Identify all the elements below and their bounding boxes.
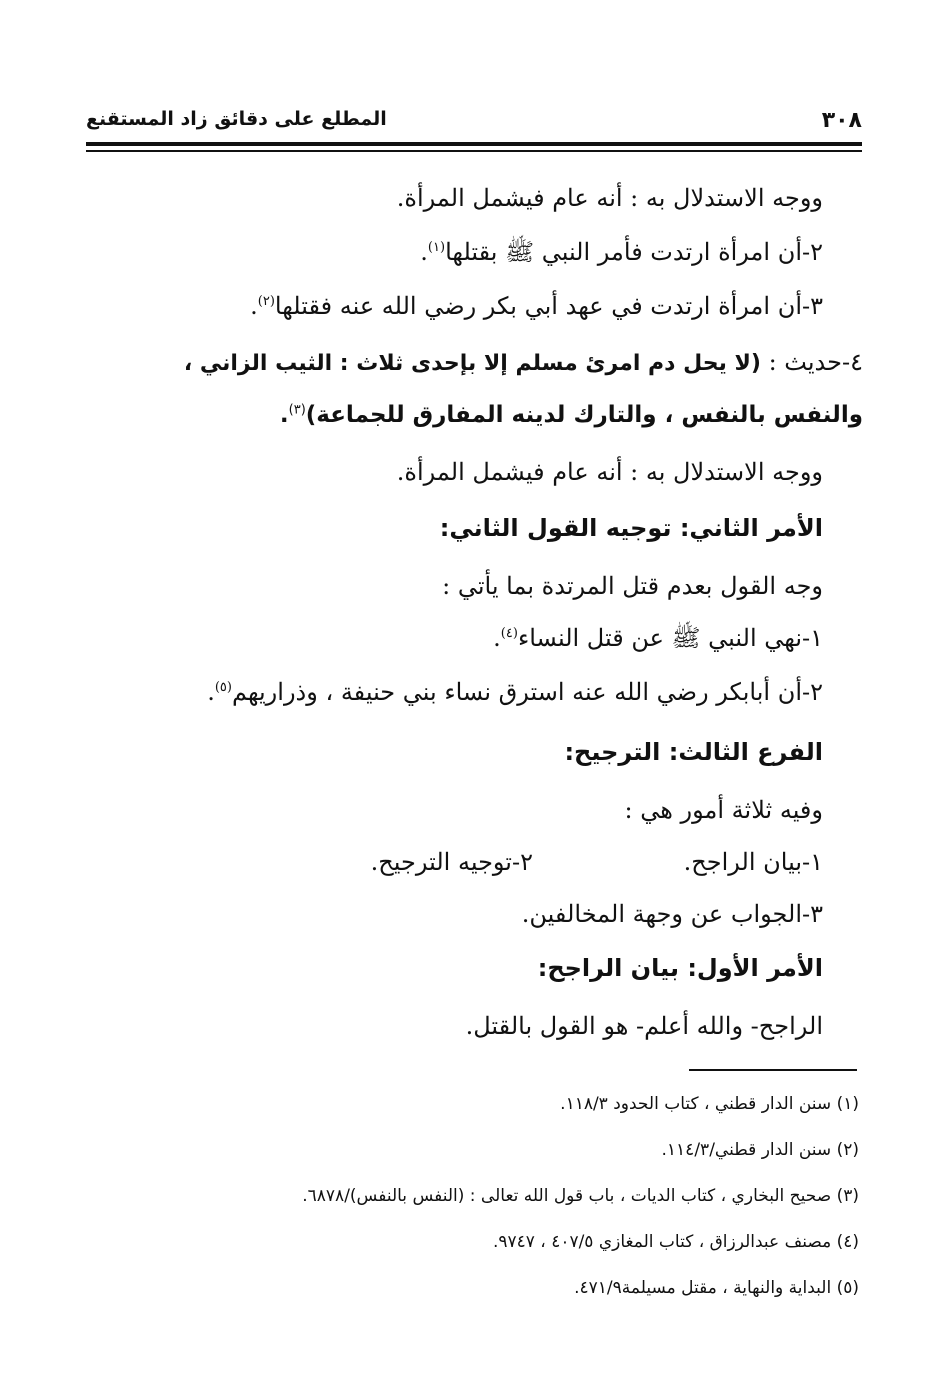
- text-line: ووجه الاستدلال به : أنه عام فيشمل المرأة.: [396, 458, 823, 486]
- text-line: ووجه الاستدلال به : أنه عام فيشمل المرأة.: [396, 184, 823, 212]
- running-title: المطلع على دقائق زاد المستقنع: [86, 108, 387, 130]
- footnote-ref: (٣): [288, 402, 306, 418]
- footnote-ref: (٢): [257, 294, 275, 309]
- footnote-ref: (٥): [214, 680, 232, 695]
- page-number: ٣٠٨: [821, 108, 862, 133]
- text-line: ٢-أن امرأة ارتدت فأمر النبي ﷺ بقتلها$^{(١)}$.: [420, 238, 823, 266]
- footnote: (٥) البداية والنهاية ، مقتل مسيلمة٤٧١/٩.: [574, 1278, 859, 1298]
- footnote: (٣) صحيح البخاري ، كتاب الديات ، باب قول الله تعالى : (النفس بالنفس)/٦٨٧٨.: [302, 1186, 859, 1206]
- header-rule-thin: [86, 150, 862, 152]
- hadith-line: والنفس بالنفس ، والتارك لدينه المفارق للجماعة)$^{(٣)}$.: [279, 402, 863, 428]
- text-line: الراجح- والله أعلم- هو القول بالقتل.: [465, 1012, 823, 1040]
- text-line: وفيه ثلاثة أمور هي :: [624, 796, 823, 824]
- list-item: ٢-توجيه الترجيح.: [370, 848, 533, 876]
- text-line: ٢-أن أبابكر رضي الله عنه استرق نساء بني حنيفة ، وذراريهم$^{(٥)}$.: [207, 678, 823, 706]
- page-header: [86, 108, 862, 138]
- footnote: (٢) سنن الدار قطني/١١٤/٣.: [661, 1140, 859, 1160]
- section-heading: الفرع الثالث: الترجيح:: [564, 738, 823, 766]
- section-heading: الأمر الثاني: توجيه القول الثاني:: [439, 514, 823, 542]
- footnote-ref: (٤): [500, 626, 518, 641]
- text-line: وجه القول بعدم قتل المرتدة بما يأتي :: [442, 572, 823, 600]
- footnote: (١) سنن الدار قطني ، كتاب الحدود ١١٨/٣.: [560, 1094, 859, 1114]
- text-line: ١-نهي النبي ﷺ عن قتل النساء$^{(٤)}$.: [493, 624, 823, 652]
- list-item: ١-بيان الراجح.: [683, 848, 823, 876]
- footnote-ref: (١): [427, 240, 446, 255]
- section-heading: الأمر الأول: بيان الراجح:: [537, 954, 823, 982]
- text-line: ٣-أن امرأة ارتدت في عهد أبي بكر رضي الله عنه فقتلها$^{(٢)}$.: [250, 292, 823, 320]
- footnote-separator: [689, 1069, 857, 1071]
- header-rule-thick: [86, 142, 862, 146]
- footnote: (٤) مصنف عبدالرزاق ، كتاب المغازي ٤٠٧/٥ ، ٩٧٤٧.: [492, 1232, 859, 1252]
- hadith-line: ٤-حديث : (لا يحل دم امرئ مسلم إلا بإحدى ثلاث : الثيب الزاني ،: [183, 348, 863, 376]
- text-line: ٣-الجواب عن وجهة المخالفين.: [521, 900, 823, 928]
